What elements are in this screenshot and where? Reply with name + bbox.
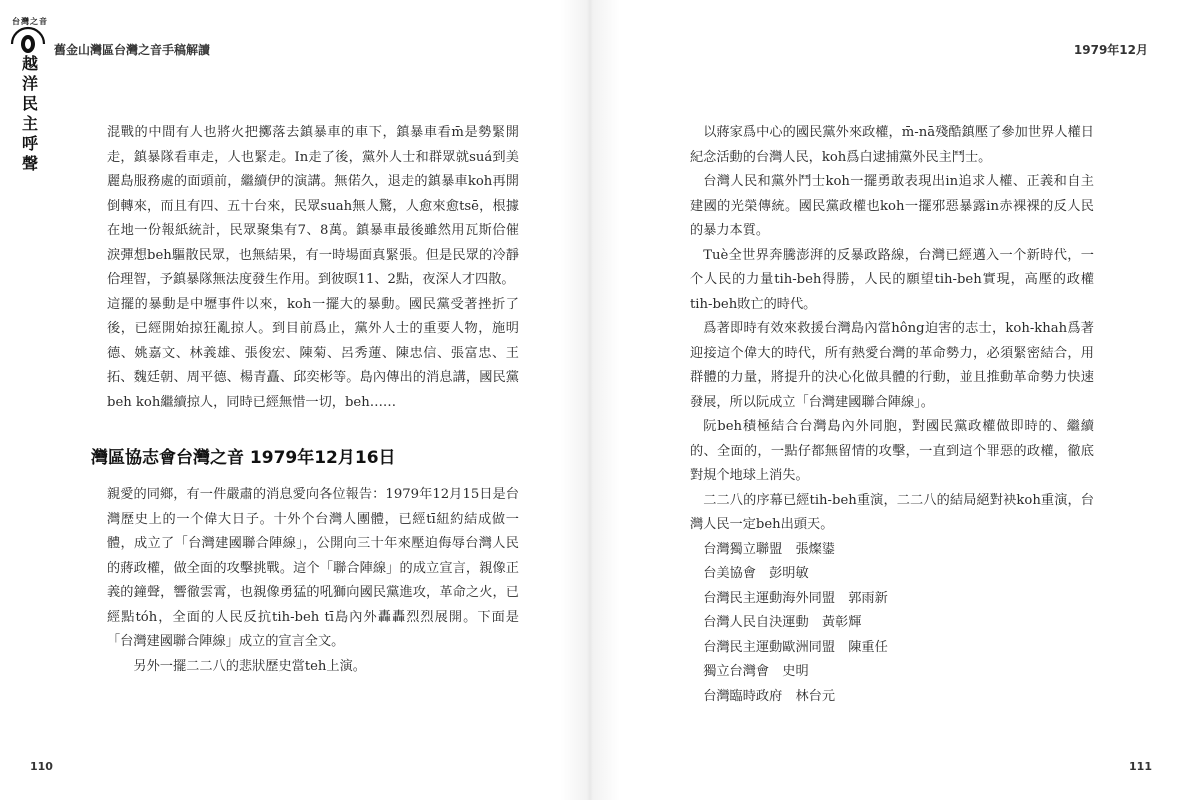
paragraph: 混戰的中間有人也將火把擲落去鎮暴車的車下，鎮暴車看m̄是勢緊開走，鎮暴隊看車走，人也緊走。In走了後，黨外人士和群眾就suá到美麗島服務處的面頭前，繼續伊的演講。無偌久，退走的鎮暴車koh再開倒轉來，而且有四、五十台來，民眾suah無人驚，人愈來愈tsē，根據在地一份報紙統計，民眾聚集有7、8萬。鎮暴車最後雖然用瓦斯佮催淚彈想beh驅散民眾，也無結果，有一時場面真緊張。但是民眾的冷靜佮理智，予鎮暴隊無法度發生作用。到彼暝11、2點，夜深人才四散。 bbox=[107, 125, 519, 287]
signatory: 台美協會 彭明敏 bbox=[703, 566, 809, 581]
book-spine-shadow bbox=[560, 0, 620, 800]
page-number-left: 110 bbox=[30, 760, 53, 773]
paragraph: 以蔣家爲中心的國民黨外來政權，m̄-nā殘酷鎮壓了參加世界人權日紀念活動的台灣人民，koh爲白逮捕黨外民主鬥士。 bbox=[690, 125, 1094, 165]
series-logo bbox=[6, 14, 50, 173]
paragraph: 另外一擺二二八的悲狀歷史當teh上演。 bbox=[133, 658, 366, 674]
paragraph: 阮beh積極結合台灣島內外同胞，對國民黨政權做即時的、繼續的、全面的，一點仔都無留情的攻擊，一直到這个罪惡的政權，徹底對規个地球上消失。 bbox=[690, 419, 1094, 483]
signatory: 台灣臨時政府 林台元 bbox=[703, 688, 836, 704]
signatory: 獨立台灣會 史明 bbox=[703, 664, 809, 679]
left-page-body bbox=[91, 121, 519, 679]
logo-arc-text: 台灣之音 bbox=[12, 17, 48, 26]
paragraph: 二二八的序幕已經tih-beh重演，二二八的結局絕對袂koh重演，台灣人民一定beh出頭天。 bbox=[690, 492, 1094, 532]
paragraph: 這擺的暴動是中壢事件以來，koh一擺大的暴動。國民黨受著挫折了後，已經開始掠狂亂掠人。到目前爲止，黨外人士的重要人物，施明德、姚嘉文、林義雄、張俊宏、陳菊、呂秀蓮、陳忠信、張富忠、王拓、魏廷朝、周平德、楊青矗、邱奕彬等。島內傳出的消息講，國民黨beh koh繼續掠人，同時已經無惜一切，beh…… bbox=[107, 296, 519, 410]
paragraph: 爲著即時有效來救援台灣島內當hông迫害的志士，koh-khah爲著迎接這个偉大的時代，所有熱愛台灣的革命勢力，必須緊密結合，用群體的力量，將提升的決心化做具體的行動，並且推動革命勢力快速發展，所以阮成立「台灣建國聯合陣線」。 bbox=[690, 321, 1094, 410]
running-header-date: 1979年12月 bbox=[1073, 43, 1148, 57]
signatory-list bbox=[690, 538, 1094, 710]
paragraph: 親愛的同鄉，有一件嚴肅的消息愛向各位報告：1979年12月15日是台灣歷史上的一个偉大日子。十外个台灣人團體，已經tī紐約結成做一體，成立了「台灣建國聯合陣線」，公開向三十年來壓迫侮辱台灣人民的蔣政權，做全面的攻擊挑戰。這个「聯合陣線」的成立宣言，親像正義的鐘聲，響徹雲霄，也親像勇猛的吼獅向國民黨進攻，革命之火，已經點tóh，全面的人民反抗tih-beh tī島內外轟轟烈烈展開。下面是「台灣建國聯合陣線」成立的宣言全文。 bbox=[107, 487, 519, 649]
logo-vertical-title: 越洋民主呼聲 bbox=[21, 54, 38, 173]
signatory: 台灣人民自決運動 黃彰輝 bbox=[703, 615, 862, 630]
paragraph: Tuè全世界奔騰澎湃的反暴政路線，台灣已經邁入一个新時代，一个人民的力量tih-beh得勝，人民的願望tih-beh實現，高壓的政權tih-beh敗亡的時代。 bbox=[690, 247, 1094, 312]
signatory: 台灣民主運動海外同盟 郭雨新 bbox=[703, 590, 888, 606]
paragraph: 台灣人民和黨外鬥士koh一擺勇敢表現出in追求人權、正義和自主建國的光榮傳統。國民黨政權也koh一擺邪惡暴露in赤裸裸的反人民的暴力本質。 bbox=[690, 174, 1094, 238]
running-header-title: 舊金山灣區台灣之音手稿解讀 bbox=[54, 43, 211, 57]
section-heading: 灣區協志會台灣之音 1979年12月16日 bbox=[91, 448, 396, 468]
signatory: 台灣獨立聯盟 張燦鍙 bbox=[703, 541, 836, 557]
signatory: 台灣民主運動歐洲同盟 陳重任 bbox=[703, 639, 888, 655]
right-page-body bbox=[690, 121, 1094, 709]
page-number-right: 111 bbox=[1129, 760, 1152, 773]
